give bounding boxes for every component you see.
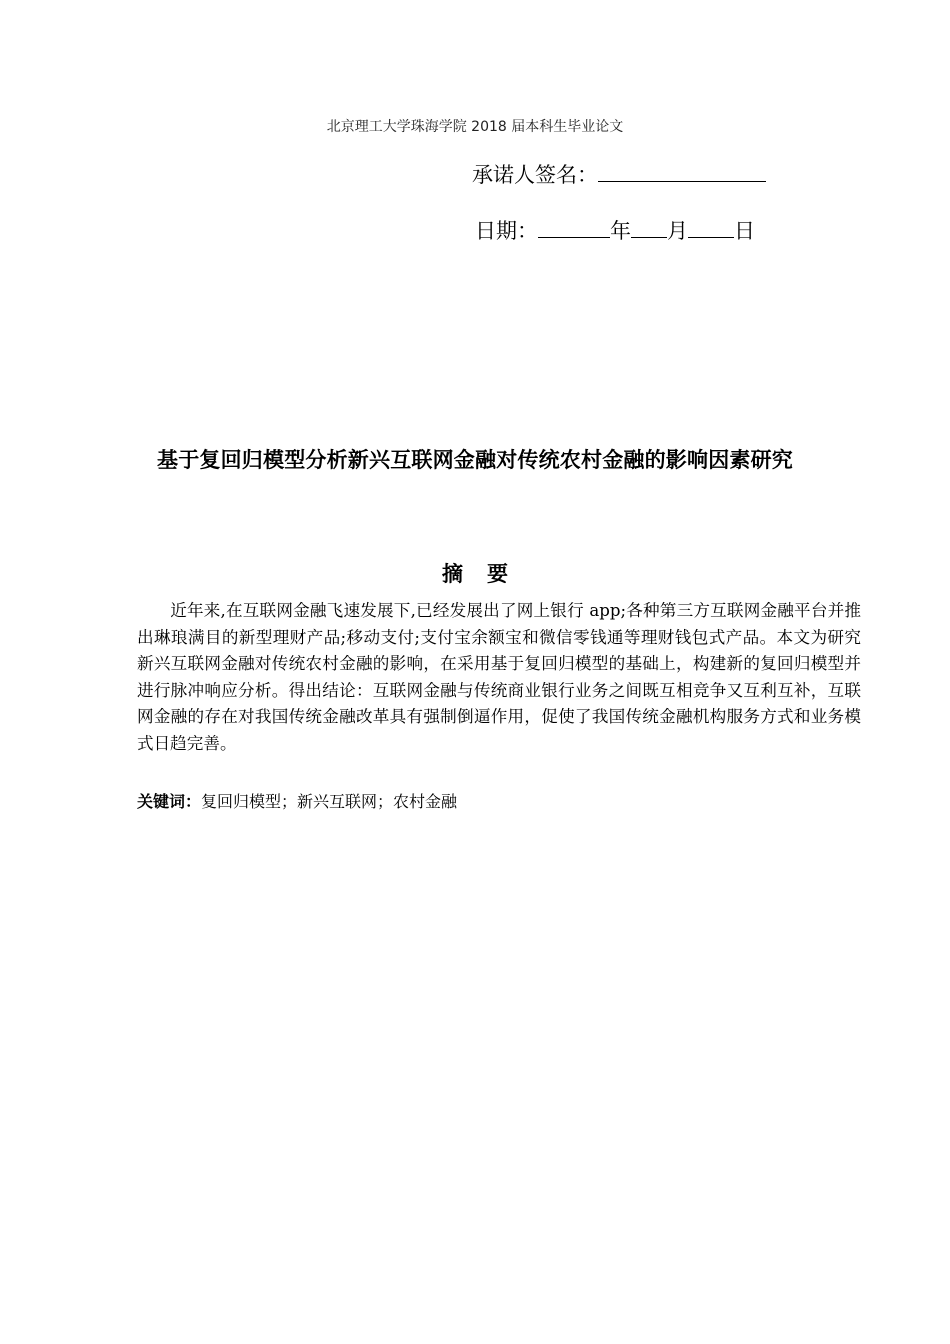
year-blank — [538, 217, 610, 238]
abstract-heading-left: 摘 — [442, 562, 463, 586]
page-header: 北京理工大学珠海学院 2018 届本科生毕业论文 — [326, 119, 624, 135]
month-blank — [631, 217, 667, 238]
month-label: 月 — [667, 219, 688, 243]
abstract-heading-right: 要 — [487, 562, 508, 586]
year-label: 年 — [610, 219, 631, 243]
signature-label: 承诺人签名： — [472, 163, 598, 187]
date-label: 日期： — [475, 219, 538, 243]
day-blank — [688, 217, 734, 238]
keywords-line — [137, 789, 457, 812]
day-label: 日 — [734, 219, 755, 243]
signature-line — [472, 161, 766, 189]
keywords-label: 关键词： — [137, 792, 202, 811]
keywords-text: 复回归模型；新兴互联网；农村金融 — [201, 792, 458, 811]
thesis-title: 基于复回归模型分析新兴互联网金融对传统农村金融的影响因素研究 — [157, 448, 793, 472]
abstract-body: 近年来,在互联网金融飞速发展下,已经发展出了网上银行 app;各种第三方互联网金融平台并推出琳琅满目的新型理财产品;移动支付;支付宝余额宝和微信零钱通等理财钱包式产品。本文为研究新兴互联网金融对传统农村金融的影响，在采用基于复回归模型的基础上，构建新的复回归模型并进行脉冲响应分析。得出结论：互联网金融与传统商业银行业务之间既互相竞争又互利互补，互联网金融的存在对我国传统金融改革具有强制倒逼作用，促使了我国传统金融机构服务方式和业务模式日趋完善。 — [137, 601, 861, 753]
date-line — [475, 217, 755, 245]
abstract-heading — [0, 558, 950, 588]
signature-blank — [598, 161, 766, 182]
